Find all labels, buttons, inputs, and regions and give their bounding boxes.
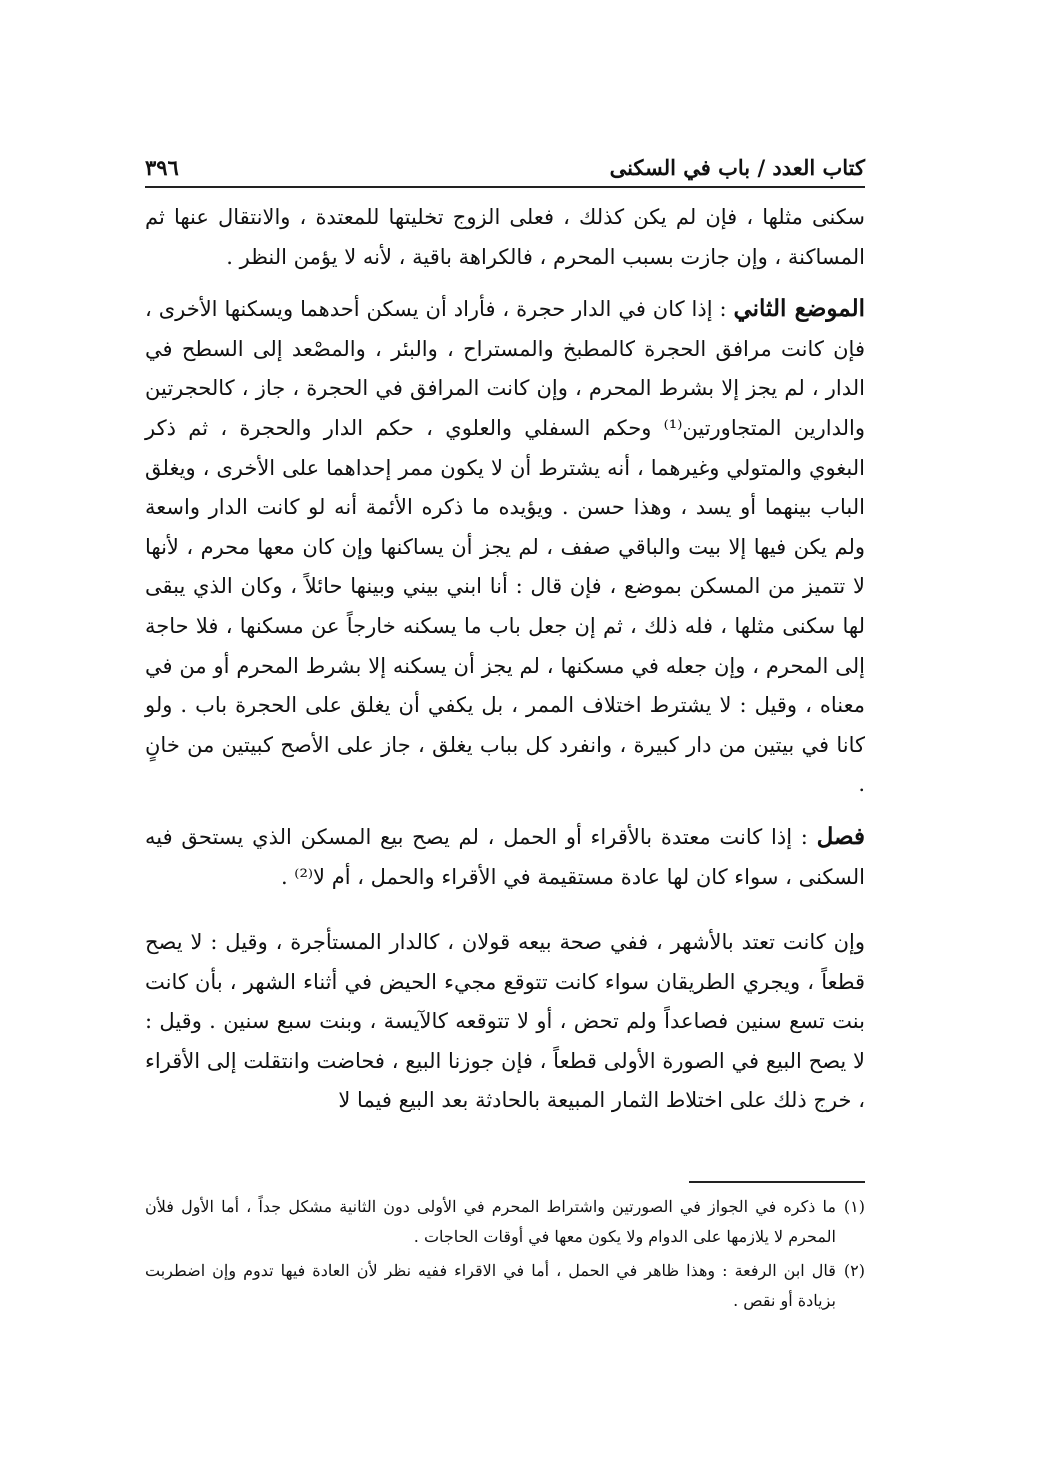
header-divider [145,186,865,188]
paragraph-2-text: : إذا كان في الدار حجرة ، فأراد أن يسكن أحدهما ويسكنها الأخرى ، فإن كانت مرافق الحجرة كالمطبخ والمستراح ، والبئر ، والمصْعد إلى السطح في الدار ، لم يجز إلا بشرط المحرم ، وإن كانت المرافق في الحجرة ، جاز ، كالحجرتين والدارين المتجاورتين⁽¹⁾ وحكم السفلي والعلوي ، حكم الدار والحجرة ، ثم ذكر البغوي والمتولي وغيرهما ، أنه يشترط أن لا يكون ممر إحداهما على الأخرى ، ويغلق الباب بينهما أو يسد ، وهذا حسن . ويؤيده ما ذكره الأئمة أنه لو كانت الدار واسعة ولم يكن فيها إلا بيت والباقي صفف ، لم يجز أن يساكنها وإن كان معها محرم ، لأنها لا تتميز من المسكن بموضع ، فإن قال : أنا ابني بيني وبينها حائلاً ، وكان الذي يبقى لها سكنى مثلها ، فله ذلك ، ثم إن جعل باب ما يسكنه خارجاً عن مسكنها ، فلا حاجة إلى المحرم ، وإن جعله في مسكنها ، لم يجز أن يسكنه إلا بشرط المحرم أو من في معناه ، وقيل : لا يشترط اختلاف الممر ، بل يكفي أن يغلق على الحجرة باب . ولو كانا في بيتين من دار كبيرة ، وانفرد كل بباب يغلق ، جاز على الأصح كبيتين من خانٍ . [145,297,865,797]
footnote-1-number: (١) [843,1197,865,1216]
paragraph-2-heading: الموضع الثاني [733,295,865,323]
footnote-divider [689,1181,865,1183]
footnote-2 [145,1256,865,1316]
paragraph-3 [145,817,865,897]
footnote-1-text: ما ذكره في الجواز في الصورتين واشتراط المحرم في الأولى دون الثانية مشكل جداً ، أما الأول فلأن المحرم لا يلازمها على الدوام ولا يكون معها في أوقات الحاجات . [145,1197,836,1246]
footnote-2-number: (٢) [843,1261,865,1280]
page-number: ٣٩٦ [145,155,179,180]
paragraph-3-text: : إذا كانت معتدة بالأقراء أو الحمل ، لم يصح بيع المسكن الذي يستحق فيه السكنى ، سواء كان لها عادة مستقيمة في الأقراء والحمل ، أم لا⁽²⁾ . [145,824,865,889]
footnote-2-text: قال ابن الرفعة : وهذا ظاهر في الحمل ، أما في الاقراء ففيه نظر لأن العادة فيها تدوم وإن اضطربت بزيادة أو نقص . [145,1261,836,1310]
paragraph-2 [145,289,865,805]
main-text [145,198,865,1121]
running-title: كتاب العدد / باب في السكنى [609,155,865,180]
footnotes [145,1192,865,1320]
book-page [145,0,865,1477]
paragraph-4-text: وإن كانت تعتد بالأشهر ، ففي صحة بيعه قولان ، كالدار المستأجرة ، وقيل : لا يصح قطعاً ، ويجري الطريقان سواء كانت تتوقع مجيء الحيض في أثناء الشهر ، بأن كانت بنت تسع سنين فصاعداً ولم تحض ، أو لا تتوقعه كالآيسة ، وبنت سبع سنين . وقيل : لا يصح البيع في الصورة الأولى قطعاً ، فإن جوزنا البيع ، فحاضت وانتقلت إلى الأقراء ، خرج ذلك على اختلاط الثمار المبيعة بالحادثة بعد البيع فيما لا [145,930,865,1113]
paragraph-1-text: سكنى مثلها ، فإن لم يكن كذلك ، فعلى الزوج تخليتها للمعتدة ، والانتقال عنها ثم المساكنة ، وإن جازت بسبب المحرم ، فالكراهة باقية ، لأنه لا يؤمن النظر . [145,205,865,269]
footnote-1 [145,1192,865,1252]
paragraph-1 [145,198,865,277]
page-header [145,140,865,180]
paragraph-3-heading: فصل [816,822,865,850]
paragraph-4 [145,923,865,1121]
